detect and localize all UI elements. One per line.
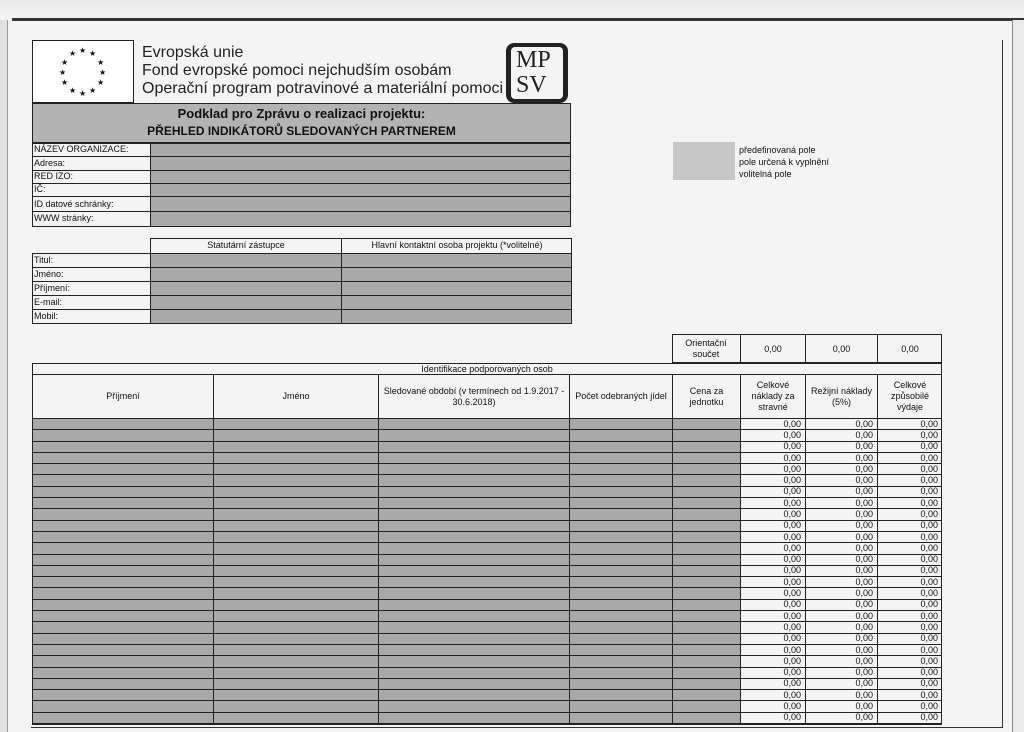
summary-value-2: 0,00 (832, 343, 851, 354)
computed-value-cell: 0,00 (783, 464, 801, 474)
computed-value-cell: 0,00 (783, 430, 801, 440)
computed-value-cell: 0,00 (920, 678, 938, 689)
computed-value-cell: 0,00 (783, 554, 801, 565)
col-header-surname: Příjmení (106, 391, 140, 401)
input-cell[interactable] (673, 453, 740, 463)
input-cell[interactable] (379, 679, 569, 689)
input-cell[interactable] (570, 622, 672, 632)
input-cell[interactable] (33, 521, 213, 531)
input-cell[interactable] (673, 498, 740, 508)
input-cell[interactable] (33, 701, 213, 711)
legend-item-required: pole určená k vyplnění (739, 157, 830, 167)
input-cell[interactable] (673, 509, 740, 519)
computed-value-cell: 0,00 (855, 622, 873, 632)
input-cell[interactable] (673, 577, 740, 587)
input-cell[interactable] (673, 600, 740, 610)
logo-text-top: MP (516, 47, 551, 73)
input-cell[interactable] (570, 634, 672, 644)
computed-value-cell: 0,00 (920, 498, 938, 508)
contacts-table (32, 238, 572, 324)
computed-value-cell: 0,00 (920, 543, 938, 553)
contacts-label-email: E-mail: (34, 297, 63, 307)
eu-line-3: Operační program potravinové a materiální pomoci (142, 80, 504, 97)
input-cell[interactable] (379, 634, 569, 644)
input-cell[interactable] (214, 430, 378, 440)
computed-value-cell: 0,00 (920, 441, 938, 452)
input-cell[interactable] (33, 577, 213, 587)
computed-value-cell: 0,00 (783, 622, 801, 632)
input-cell[interactable] (214, 656, 378, 666)
input-cell[interactable] (379, 475, 569, 485)
input-cell[interactable] (214, 611, 378, 621)
computed-value-cell: 0,00 (783, 520, 801, 531)
input-cell[interactable] (570, 509, 672, 519)
input-cell[interactable] (33, 453, 213, 463)
computed-value-cell: 0,00 (920, 509, 938, 519)
input-cell[interactable] (379, 690, 569, 700)
input-cell[interactable] (379, 532, 569, 542)
input-cell[interactable] (673, 701, 740, 711)
scan-margin-top (0, 0, 1024, 20)
computed-value-cell: 0,00 (855, 644, 873, 655)
org-label-www: WWW stránky: (34, 213, 94, 223)
computed-value-cell: 0,00 (783, 701, 801, 712)
mpsv-logo (506, 43, 568, 103)
computed-value-cell: 0,00 (855, 531, 873, 542)
input-cell[interactable] (673, 532, 740, 542)
input-cell[interactable] (214, 453, 378, 463)
input-cell[interactable] (570, 611, 672, 621)
input-cell[interactable] (33, 509, 213, 519)
input-cell[interactable] (214, 600, 378, 610)
eu-line-1: Evropská unie (142, 44, 244, 61)
input-cell[interactable] (570, 419, 672, 429)
computed-value-cell: 0,00 (920, 599, 938, 610)
computed-value-cell: 0,00 (783, 475, 801, 486)
input-cell[interactable] (570, 600, 672, 610)
input-cell[interactable] (33, 430, 213, 440)
computed-value-cell: 0,00 (855, 565, 873, 576)
input-cell[interactable] (379, 622, 569, 632)
input-cell[interactable] (379, 430, 569, 440)
computed-value-cell: 0,00 (855, 712, 873, 723)
input-cell[interactable] (570, 701, 672, 711)
input-cell[interactable] (33, 419, 213, 429)
input-cell[interactable] (570, 555, 672, 565)
computed-value-cell: 0,00 (783, 599, 801, 610)
input-cell[interactable] (673, 566, 740, 576)
input-cell[interactable] (673, 645, 740, 655)
input-cell[interactable] (673, 475, 740, 485)
computed-value-cell: 0,00 (920, 475, 938, 486)
input-cell[interactable] (379, 419, 569, 429)
input-cell[interactable] (570, 487, 672, 497)
input-cell[interactable] (570, 645, 672, 655)
computed-value-cell: 0,00 (855, 441, 873, 452)
computed-value-cell: 0,00 (920, 690, 938, 700)
input-cell[interactable] (570, 498, 672, 508)
input-cell[interactable] (214, 464, 378, 474)
input-cell[interactable] (214, 645, 378, 655)
computed-value-cell: 0,00 (920, 531, 938, 542)
input-cell[interactable] (33, 656, 213, 666)
computed-value-cell: 0,00 (920, 611, 938, 621)
scan-margin-right (1012, 20, 1024, 732)
input-cell[interactable] (33, 611, 213, 621)
computed-value-cell: 0,00 (855, 498, 873, 508)
input-cell[interactable] (570, 588, 672, 598)
input-cell[interactable] (33, 442, 213, 452)
computed-value-cell: 0,00 (783, 678, 801, 689)
computed-value-cell: 0,00 (920, 430, 938, 440)
scan-margin-left (0, 20, 8, 732)
computed-value-cell: 0,00 (920, 667, 938, 678)
logo-text-bottom: SV (516, 72, 547, 98)
input-cell[interactable] (214, 487, 378, 497)
input-cell[interactable] (570, 668, 672, 678)
input-cell[interactable] (570, 679, 672, 689)
computed-value-cell: 0,00 (920, 520, 938, 531)
computed-value-cell: 0,00 (920, 419, 938, 429)
computed-value-cell: 0,00 (920, 565, 938, 576)
computed-value-cell: 0,00 (920, 712, 938, 723)
computed-value-cell: 0,00 (855, 667, 873, 678)
computed-value-cell: 0,00 (783, 419, 801, 429)
input-cell[interactable] (33, 600, 213, 610)
input-cell[interactable] (214, 475, 378, 485)
computed-value-cell: 0,00 (855, 419, 873, 429)
computed-value-cell: 0,00 (783, 531, 801, 542)
computed-value-cell: 0,00 (855, 554, 873, 565)
col-header-firstname: Jméno (282, 391, 310, 401)
computed-value-cell: 0,00 (783, 498, 801, 508)
input-cell[interactable] (379, 566, 569, 576)
input-cell[interactable] (570, 543, 672, 553)
row-divider (32, 723, 942, 724)
contacts-label-mobile: Mobil: (34, 311, 59, 321)
computed-value-cell: 0,00 (783, 577, 801, 587)
legend-swatch (673, 142, 735, 180)
input-cell[interactable] (33, 464, 213, 474)
contacts-col-main-contact: Hlavní kontaktní osoba projektu (*volitelné) (371, 240, 543, 250)
col-header-overhead: Režijní náklady (5%) (810, 385, 873, 407)
input-cell[interactable] (673, 713, 740, 723)
input-cell[interactable] (33, 668, 213, 678)
input-cell[interactable] (673, 690, 740, 700)
eu-flag: ★ ★ ★ ★ ★ ★ ★ ★ ★ ★ ★ ★ (32, 40, 134, 103)
input-cell[interactable] (214, 713, 378, 723)
input-cell[interactable] (33, 634, 213, 644)
eu-line-2: Fond evropské pomoci nejchudším osobám (142, 62, 452, 79)
input-cell[interactable] (214, 668, 378, 678)
computed-value-cell: 0,00 (783, 441, 801, 452)
contacts-label-title: Titul: (34, 255, 54, 265)
input-cell[interactable] (570, 656, 672, 666)
computed-value-cell: 0,00 (783, 712, 801, 723)
computed-value-cell: 0,00 (855, 520, 873, 531)
input-cell[interactable] (33, 690, 213, 700)
input-cell[interactable] (379, 543, 569, 553)
input-cell[interactable] (673, 679, 740, 689)
computed-value-cell: 0,00 (855, 690, 873, 700)
org-label-ico: IČ: (34, 184, 46, 194)
computed-value-cell: 0,00 (920, 701, 938, 712)
input-cell[interactable] (379, 509, 569, 519)
input-cell[interactable] (214, 532, 378, 542)
input-cell[interactable] (673, 442, 740, 452)
contacts-label-firstname: Jméno: (34, 269, 64, 279)
computed-value-cell: 0,00 (855, 430, 873, 440)
input-cell[interactable] (214, 509, 378, 519)
computed-value-cell: 0,00 (855, 577, 873, 587)
org-fields (32, 143, 571, 227)
input-cell[interactable] (379, 600, 569, 610)
input-cell[interactable] (33, 487, 213, 497)
computed-value-cell: 0,00 (783, 656, 801, 666)
input-cell[interactable] (214, 679, 378, 689)
computed-value-cell: 0,00 (783, 565, 801, 576)
input-cell[interactable] (570, 532, 672, 542)
col-header-total-meal-costs: Celkové náklady za stravné (751, 380, 795, 412)
summary-value-1: 0,00 (764, 343, 782, 354)
input-cell[interactable] (379, 521, 569, 531)
input-cell[interactable] (570, 577, 672, 587)
org-label-address: Adresa: (34, 158, 66, 168)
input-cell[interactable] (379, 555, 569, 565)
input-cell[interactable] (33, 713, 213, 723)
legend-item-predefined: předefinovaná pole (739, 145, 816, 155)
input-cell[interactable] (214, 701, 378, 711)
input-cell[interactable] (673, 634, 740, 644)
contacts-col-statutory: Statutární zástupce (207, 240, 285, 250)
computed-value-cell: 0,00 (783, 486, 801, 497)
computed-value-cell: 0,00 (920, 622, 938, 632)
input-cell[interactable] (214, 555, 378, 565)
input-cell[interactable] (379, 588, 569, 598)
input-cell[interactable] (379, 668, 569, 678)
input-cell[interactable] (673, 521, 740, 531)
col-header-unit-price: Cena za jednotku (689, 385, 724, 407)
input-cell[interactable] (673, 543, 740, 553)
input-cell[interactable] (379, 577, 569, 587)
computed-value-cell: 0,00 (855, 701, 873, 712)
input-cell[interactable] (214, 622, 378, 632)
computed-value-cell: 0,00 (920, 486, 938, 497)
input-cell[interactable] (673, 419, 740, 429)
input-cell[interactable] (33, 532, 213, 542)
input-cell[interactable] (570, 442, 672, 452)
input-cell[interactable] (673, 487, 740, 497)
input-cell[interactable] (33, 543, 213, 553)
input-cell[interactable] (214, 690, 378, 700)
computed-value-cell: 0,00 (920, 656, 938, 666)
computed-value-cell: 0,00 (920, 588, 938, 599)
input-cell[interactable] (570, 521, 672, 531)
input-cell[interactable] (673, 430, 740, 440)
input-cell[interactable] (379, 656, 569, 666)
org-label-databox: ID datové schránky: (34, 199, 114, 209)
input-cell[interactable] (33, 588, 213, 598)
computed-value-cell: 0,00 (920, 633, 938, 644)
computed-value-cell: 0,00 (783, 452, 801, 463)
title-line-2: PŘEHLED INDIKÁTORŮ SLEDOVANÝCH PARTNEREM (147, 124, 456, 138)
input-cell[interactable] (214, 521, 378, 531)
input-cell[interactable] (214, 442, 378, 452)
org-label-name: NÁZEV ORGANIZACE: (34, 144, 129, 154)
input-cell[interactable] (379, 453, 569, 463)
input-cell[interactable] (214, 543, 378, 553)
computed-value-cell: 0,00 (783, 690, 801, 700)
computed-value-cell: 0,00 (920, 452, 938, 463)
input-cell[interactable] (570, 690, 672, 700)
input-cell[interactable] (33, 498, 213, 508)
col-header-meals: Počet odebraných jídel (575, 391, 667, 401)
input-cell[interactable] (673, 622, 740, 632)
input-cell[interactable] (33, 566, 213, 576)
computed-value-cell: 0,00 (783, 588, 801, 599)
input-cell[interactable] (379, 442, 569, 452)
input-cell[interactable] (33, 475, 213, 485)
input-cell[interactable] (570, 475, 672, 485)
computed-value-cell: 0,00 (855, 509, 873, 519)
input-cell[interactable] (379, 498, 569, 508)
input-cell[interactable] (570, 453, 672, 463)
computed-value-cell: 0,00 (783, 633, 801, 644)
input-cell[interactable] (673, 464, 740, 474)
contacts-label-surname: Příjmení: (34, 283, 71, 293)
summary-value-3: 0,00 (901, 343, 919, 354)
computed-value-cell: 0,00 (855, 543, 873, 553)
computed-value-cell: 0,00 (855, 599, 873, 610)
computed-value-cell: 0,00 (855, 588, 873, 599)
computed-value-cell: 0,00 (855, 633, 873, 644)
computed-value-cell: 0,00 (783, 543, 801, 553)
input-cell[interactable] (570, 566, 672, 576)
input-cell[interactable] (673, 656, 740, 666)
input-cell[interactable] (673, 588, 740, 598)
summary-label: Orientační součet (685, 338, 727, 359)
computed-value-cell: 0,00 (920, 644, 938, 655)
input-cell[interactable] (673, 555, 740, 565)
input-cell[interactable] (570, 430, 672, 440)
computed-value-cell: 0,00 (783, 667, 801, 678)
input-cell[interactable] (33, 622, 213, 632)
legend-item-optional: volitelná pole (739, 169, 792, 179)
computed-value-cell: 0,00 (920, 577, 938, 587)
input-cell[interactable] (33, 555, 213, 565)
input-cell[interactable] (33, 679, 213, 689)
computed-value-cell: 0,00 (855, 452, 873, 463)
input-cell[interactable] (379, 713, 569, 723)
computed-value-cell: 0,00 (855, 486, 873, 497)
input-cell[interactable] (673, 668, 740, 678)
input-cell[interactable] (570, 464, 672, 474)
input-cell[interactable] (379, 611, 569, 621)
computed-value-cell: 0,00 (855, 611, 873, 621)
group-header: Identifikace podporovaných osob (421, 364, 553, 374)
input-cell[interactable] (214, 419, 378, 429)
scan-edge-line (12, 18, 1024, 21)
computed-value-cell: 0,00 (855, 656, 873, 666)
computed-value-cell: 0,00 (783, 644, 801, 655)
org-label-redizo: RED IZO: (34, 171, 74, 181)
computed-value-cell: 0,00 (920, 554, 938, 565)
input-cell[interactable] (214, 634, 378, 644)
computed-value-cell: 0,00 (855, 678, 873, 689)
input-cell[interactable] (214, 588, 378, 598)
computed-value-cell: 0,00 (855, 475, 873, 486)
input-cell[interactable] (33, 645, 213, 655)
computed-value-cell: 0,00 (783, 509, 801, 519)
input-cell[interactable] (214, 498, 378, 508)
title-line-1: Podklad pro Zprávu o realizaci projektu: (177, 106, 426, 121)
col-header-eligible-costs: Celkové způsobilé výdaje (890, 380, 930, 412)
input-cell[interactable] (214, 577, 378, 587)
col-header-period: Sledované období (v termínech od 1.9.2017 - 30.6.2018) (383, 385, 565, 407)
input-cell[interactable] (214, 566, 378, 576)
input-cell[interactable] (379, 701, 569, 711)
computed-value-cell: 0,00 (855, 464, 873, 474)
computed-value-cell: 0,00 (783, 611, 801, 621)
input-cell[interactable] (379, 645, 569, 655)
input-cell[interactable] (570, 713, 672, 723)
computed-value-cell: 0,00 (920, 464, 938, 474)
input-cell[interactable] (673, 611, 740, 621)
input-cell[interactable] (379, 464, 569, 474)
input-cell[interactable] (379, 487, 569, 497)
